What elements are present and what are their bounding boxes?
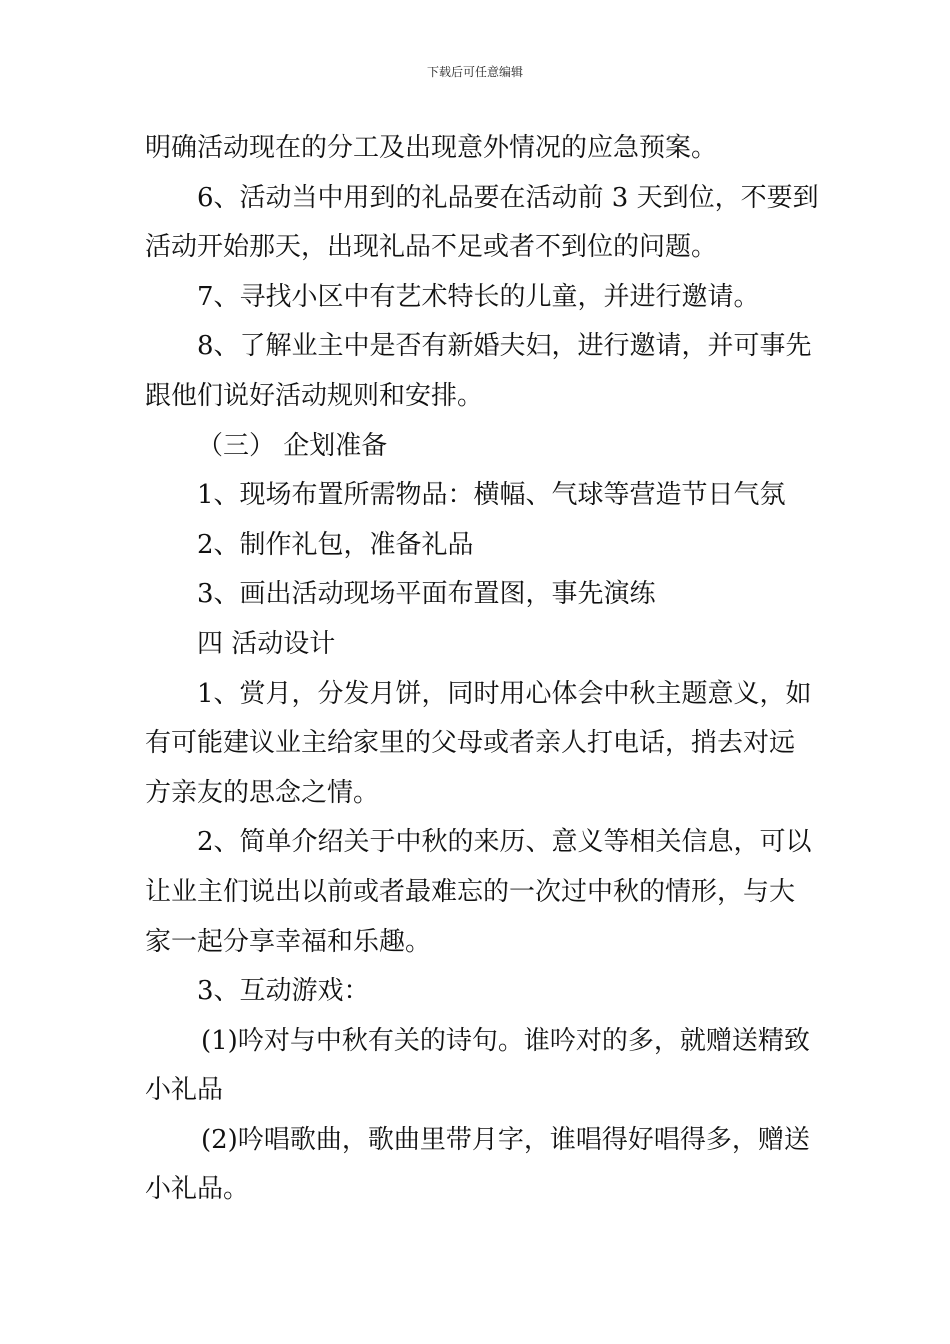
body-line: (1)吟对与中秋有关的诗句。谁吟对的多，就赠送精致 xyxy=(201,1025,810,1056)
body-line: 家一起分享幸福和乐趣。 xyxy=(145,926,432,957)
body-line: 3、互动游戏： xyxy=(197,976,370,1007)
body-line: 8、了解业主中是否有新婚夫妇，进行邀请，并可事先 xyxy=(197,331,812,362)
document-body xyxy=(145,124,819,1215)
body-line: 有可能建议业主给家里的父母或者亲人打电话，捎去对远 xyxy=(145,728,796,759)
body-line: 跟他们说好活动规则和安排。 xyxy=(145,380,484,411)
body-line: 小礼品 xyxy=(145,1075,224,1106)
body-line: 明确活动现在的分工及出现意外情况的应急预案。 xyxy=(145,133,718,163)
body-line: 方亲友的思念之情。 xyxy=(145,777,380,808)
body-line: 1、赏月，分发月饼，同时用心体会中秋主题意义，如 xyxy=(197,678,812,709)
section-heading: 四 活动设计 xyxy=(197,628,336,659)
body-line: 3、画出活动现场平面布置图，事先演练 xyxy=(197,579,656,610)
body-line: 让业主们说出以前或者最难忘的一次过中秋的情形，与大 xyxy=(145,876,796,907)
body-line: 6、活动当中用到的礼品要在活动前 3 天到位，不要到 xyxy=(197,182,819,213)
body-line: 活动开始那天，出现礼品不足或者不到位的问题。 xyxy=(145,232,718,263)
body-line: 2、简单介绍关于中秋的来历、意义等相关信息，可以 xyxy=(197,827,812,858)
page-header-note: 下载后可任意编辑 xyxy=(426,65,523,79)
section-heading: （三） 企划准备 xyxy=(197,430,388,461)
body-line: 7、寻找小区中有艺术特长的儿童，并进行邀请。 xyxy=(197,281,760,312)
body-line: 1、现场布置所需物品：横幅、气球等营造节日气氛 xyxy=(197,480,786,511)
body-line: 2、制作礼包，准备礼品 xyxy=(197,529,474,560)
body-line: (2)吟唱歌曲，歌曲里带月字，谁唱得好唱得多，赠送 xyxy=(201,1124,810,1155)
body-line: 小礼品。 xyxy=(145,1174,250,1205)
